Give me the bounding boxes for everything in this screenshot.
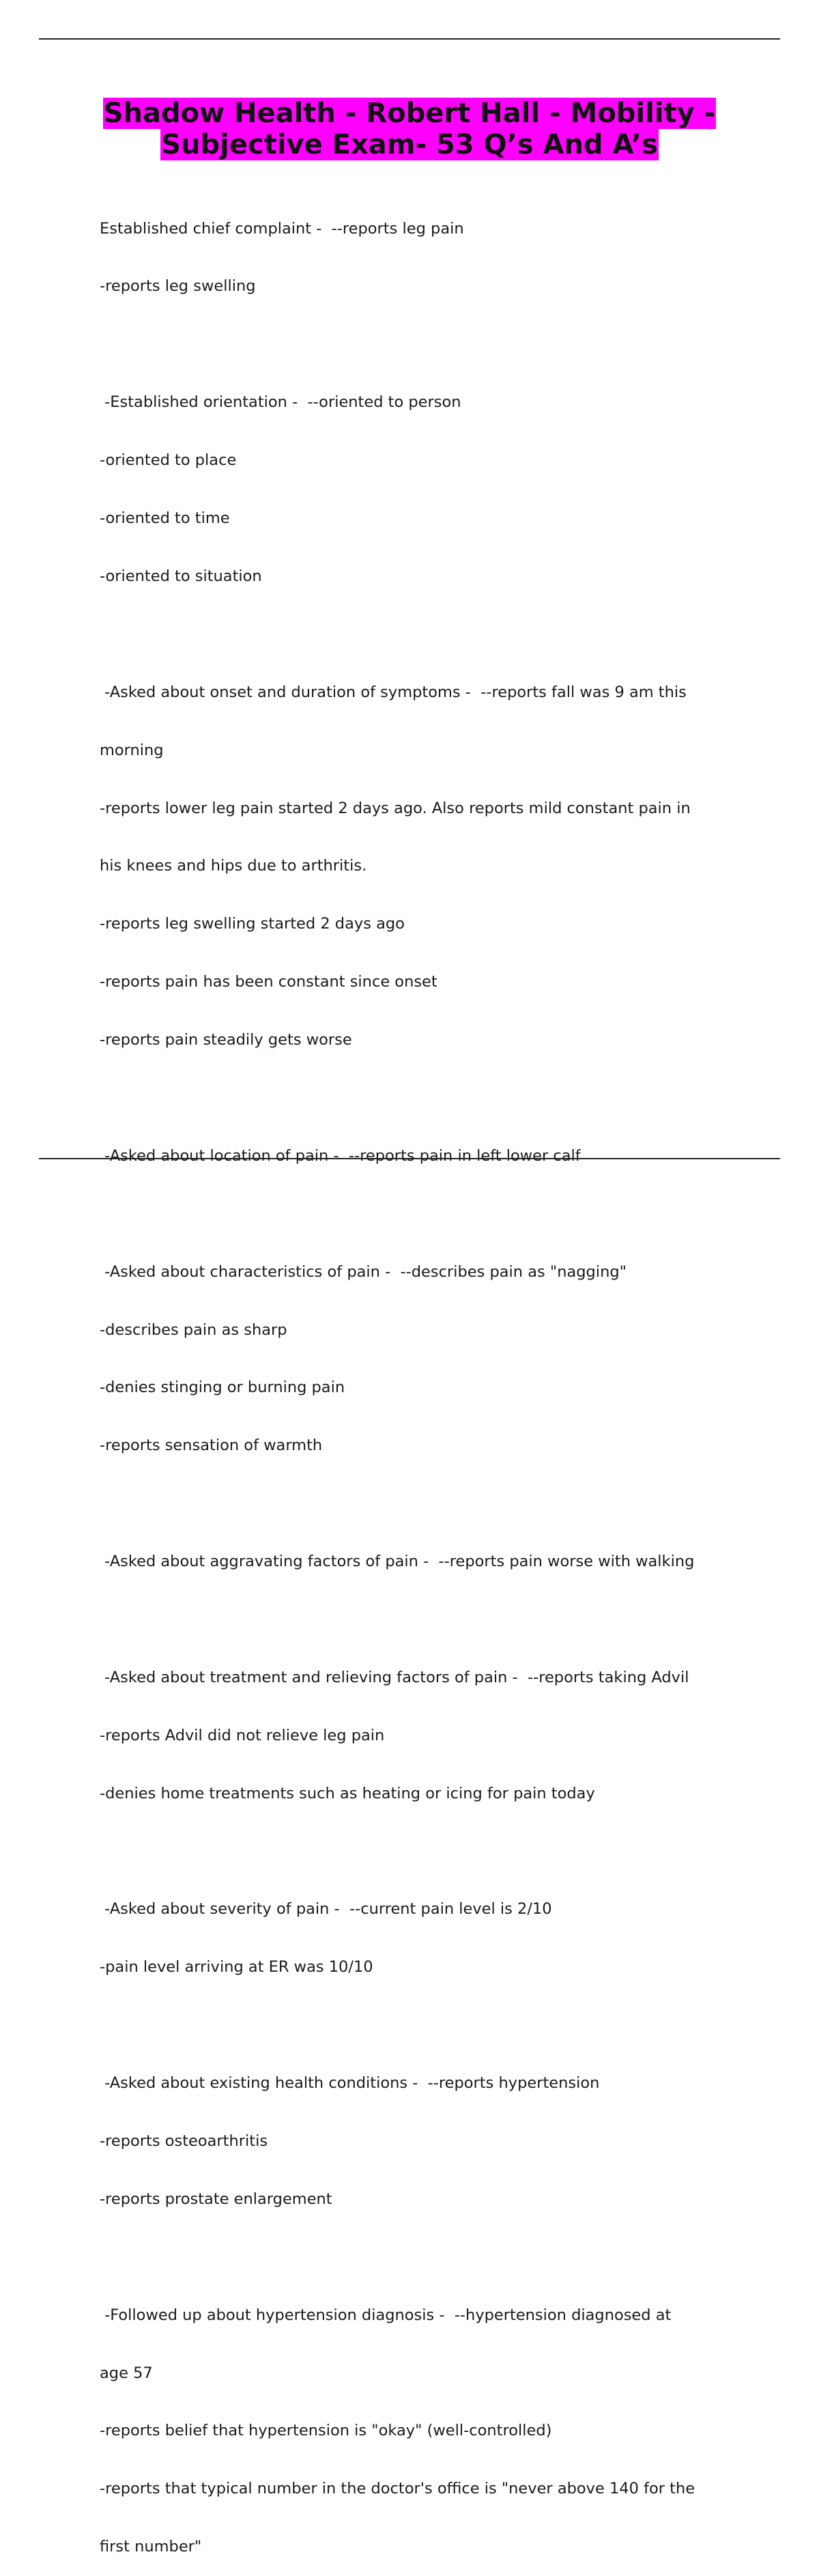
paragraph-gap [100, 1610, 782, 1629]
body-line: -Established orientation - --oriented to person [100, 393, 461, 412]
body-line: -reports prostate enlargement [100, 2190, 332, 2208]
body-line: -reports osteoarthritis [100, 2132, 268, 2150]
body-line: -describes pain as sharp [100, 1320, 287, 1339]
body-line: Established chief complaint - --reports leg pain [100, 219, 464, 238]
body-line: -reports sensation of warmth [100, 1436, 323, 1455]
paragraph-gap [100, 1494, 782, 1513]
body-line: -reports Advil did not relieve leg pain [100, 1726, 385, 1744]
body-line: -oriented to situation [100, 567, 262, 585]
body-line: -Asked about characteristics of pain - --describes pain as "nagging" [100, 1262, 627, 1281]
body-line: -Asked about existing health conditions - --reports hypertension [100, 2074, 600, 2093]
body-line: -Asked about treatment and relieving factors of pain - --reports taking Advil [100, 1668, 689, 1686]
body-line: -reports pain steadily gets worse [100, 1031, 352, 1049]
body-line: -reports belief that hypertension is "okay" (well-controlled) [100, 2422, 552, 2440]
body-line: -pain level arriving at ER was 10/10 [100, 1958, 373, 1977]
title-line-1: Shadow Health - Robert Hall - Mobility - [103, 98, 716, 129]
body-line: -oriented to place [100, 451, 237, 470]
paragraph-gap [100, 2015, 782, 2035]
body-line: age 57 [100, 2364, 153, 2382]
body-line: -reports that typical number in the doctor's office is "never above 140 for the [100, 2480, 695, 2498]
body-line: -denies stinging or burning pain [100, 1378, 345, 1397]
body-line: -Asked about onset and duration of symptoms - --reports fall was 9 am this [100, 683, 687, 701]
bottom-rule [39, 1158, 780, 1159]
paragraph-gap [100, 1842, 782, 1861]
title-line-2: Subjective Exam- 53 Q’s And A’s [161, 129, 658, 160]
body-line: -Asked about location of pain - --reports pain in left lower calf [100, 1146, 581, 1165]
body-line: -oriented to time [100, 509, 230, 528]
body-line: -Asked about aggravating factors of pain - --reports pain worse with walking [100, 1553, 695, 1571]
body-line: his knees and hips due to arthritis. [100, 857, 367, 875]
body-line: -Asked about severity of pain - --current pain level is 2/10 [100, 1900, 552, 1919]
document-body [100, 180, 782, 2576]
body-line: -reports lower leg pain started 2 days ago. Also reports mild constant pain in [100, 799, 691, 817]
body-line: -denies home treatments such as heating or icing for pain today [100, 1784, 595, 1802]
body-line: -reports leg swelling started 2 days ago [100, 915, 405, 933]
body-line: -reports leg swelling [100, 277, 256, 296]
paragraph-gap [100, 1088, 782, 1107]
body-line: morning [100, 741, 164, 759]
paragraph-gap [100, 335, 782, 354]
body-line: -Followed up about hypertension diagnosis - --hypertension diagnosed at [100, 2306, 672, 2324]
paragraph-gap [100, 1204, 782, 1223]
body-line: -reports pain has been constant since onset [100, 973, 437, 991]
body-line: first number" [100, 2538, 202, 2556]
top-rule [39, 38, 780, 40]
paragraph-gap [100, 2248, 782, 2267]
page-title [41, 98, 778, 160]
paragraph-gap [100, 625, 782, 644]
